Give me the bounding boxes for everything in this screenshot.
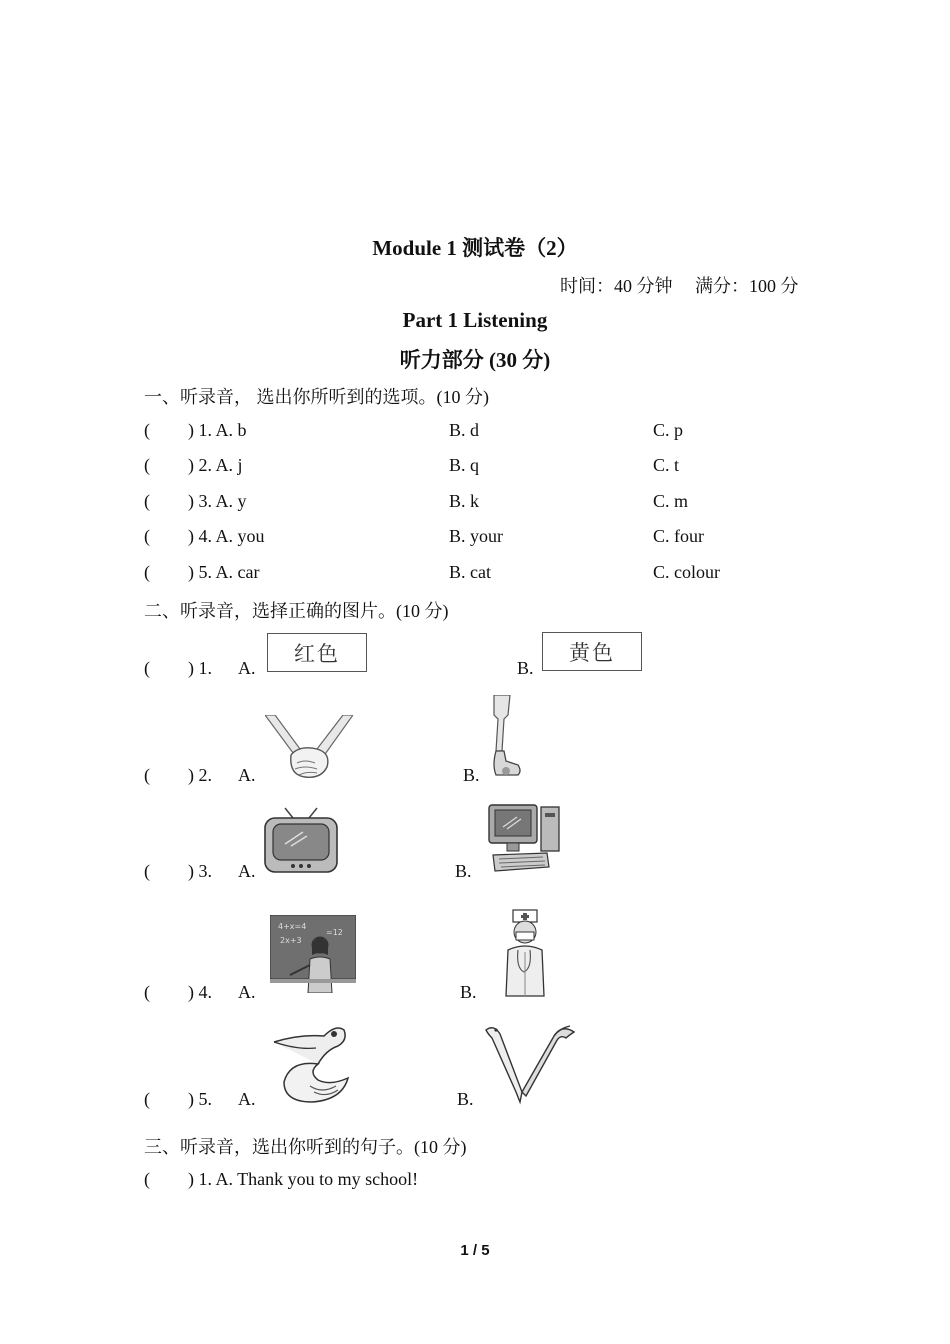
svg-text:=12: =12 bbox=[326, 928, 343, 937]
question-option-b: B. cat bbox=[449, 562, 491, 582]
yellow-color-card: 黄色 bbox=[542, 632, 642, 671]
exam-meta: 时间：40 分钟 满分：100 分 bbox=[560, 276, 799, 296]
option-b-label: B. bbox=[517, 658, 534, 678]
answer-paren: ( bbox=[144, 1089, 150, 1109]
red-color-card: 红色 bbox=[267, 633, 367, 672]
option-a-label: A. bbox=[238, 1089, 256, 1109]
option-b-label: B. bbox=[455, 861, 472, 881]
option-a-label: A. bbox=[238, 765, 256, 785]
answer-paren: ( bbox=[144, 526, 150, 546]
television-icon bbox=[263, 806, 339, 876]
answer-paren: ( bbox=[144, 562, 150, 582]
question-option-c: C. t bbox=[653, 455, 680, 475]
question-number: ) 1. bbox=[188, 658, 212, 678]
section2-heading: 二、听录音，选择正确的图片。(10 分) bbox=[144, 601, 449, 621]
answer-paren: ( bbox=[144, 982, 150, 1002]
option-b-label: B. bbox=[457, 1089, 474, 1109]
answer-paren: ( bbox=[144, 420, 150, 440]
part-subtitle: 听力部分 (30 分) bbox=[399, 348, 551, 372]
question-option-c: C. p bbox=[653, 420, 684, 440]
question-option-a: ) 3. A. y bbox=[188, 491, 247, 511]
part-title: Part 1 Listening bbox=[402, 308, 548, 332]
section3-heading: 三、听录音，选出你听到的句子。(10 分) bbox=[144, 1137, 467, 1157]
computer-icon bbox=[487, 803, 561, 877]
option-b-label: B. bbox=[463, 765, 480, 785]
svg-text:2x+3: 2x+3 bbox=[280, 936, 302, 945]
question-option-a: ) 4. A. you bbox=[188, 526, 265, 546]
question-option-b: B. d bbox=[449, 420, 480, 440]
answer-paren: ( bbox=[144, 765, 150, 785]
question-option-c: C. colour bbox=[653, 562, 720, 582]
question-option-a: ) 5. A. car bbox=[188, 562, 260, 582]
option-a-label: A. bbox=[238, 861, 256, 881]
option-a-label: A. bbox=[238, 982, 256, 1002]
answer-paren: ( bbox=[144, 658, 150, 678]
question-option-b: B. k bbox=[449, 491, 480, 511]
section1-heading: 一、听录音， 选出你所听到的选项。(10 分) bbox=[144, 387, 489, 407]
answer-paren: ( bbox=[144, 455, 150, 475]
letter-v-icon bbox=[484, 1022, 576, 1106]
question-number: ) 5. bbox=[188, 1089, 212, 1109]
question-number: ) 4. bbox=[188, 982, 212, 1002]
question-number: ) 3. bbox=[188, 861, 212, 881]
answer-paren: ( bbox=[144, 1169, 150, 1189]
question-option-b: B. q bbox=[449, 455, 480, 475]
question-option-b: B. your bbox=[449, 526, 503, 546]
answer-paren: ( bbox=[144, 491, 150, 511]
leg-icon bbox=[488, 695, 524, 781]
question-option-a: ) 2. A. j bbox=[188, 455, 243, 475]
doctor-icon bbox=[500, 908, 550, 998]
svg-text:4+x=4: 4+x=4 bbox=[278, 922, 307, 931]
option-a-label: A. bbox=[238, 658, 256, 678]
holding-hands-icon bbox=[265, 715, 353, 783]
question-option-a: ) 1. A. b bbox=[188, 420, 247, 440]
question-option-c: C. four bbox=[653, 526, 704, 546]
pelican-icon bbox=[270, 1020, 350, 1106]
page-number: 1 / 5 bbox=[460, 1242, 490, 1259]
option-b-label: B. bbox=[460, 982, 477, 1002]
question-text: ) 1. A. Thank you to my school! bbox=[188, 1169, 419, 1189]
question-option-c: C. m bbox=[653, 491, 689, 511]
question-number: ) 2. bbox=[188, 765, 212, 785]
answer-paren: ( bbox=[144, 861, 150, 881]
page-title: Module 1 测试卷（2） bbox=[372, 236, 578, 260]
teacher-icon bbox=[270, 915, 356, 993]
